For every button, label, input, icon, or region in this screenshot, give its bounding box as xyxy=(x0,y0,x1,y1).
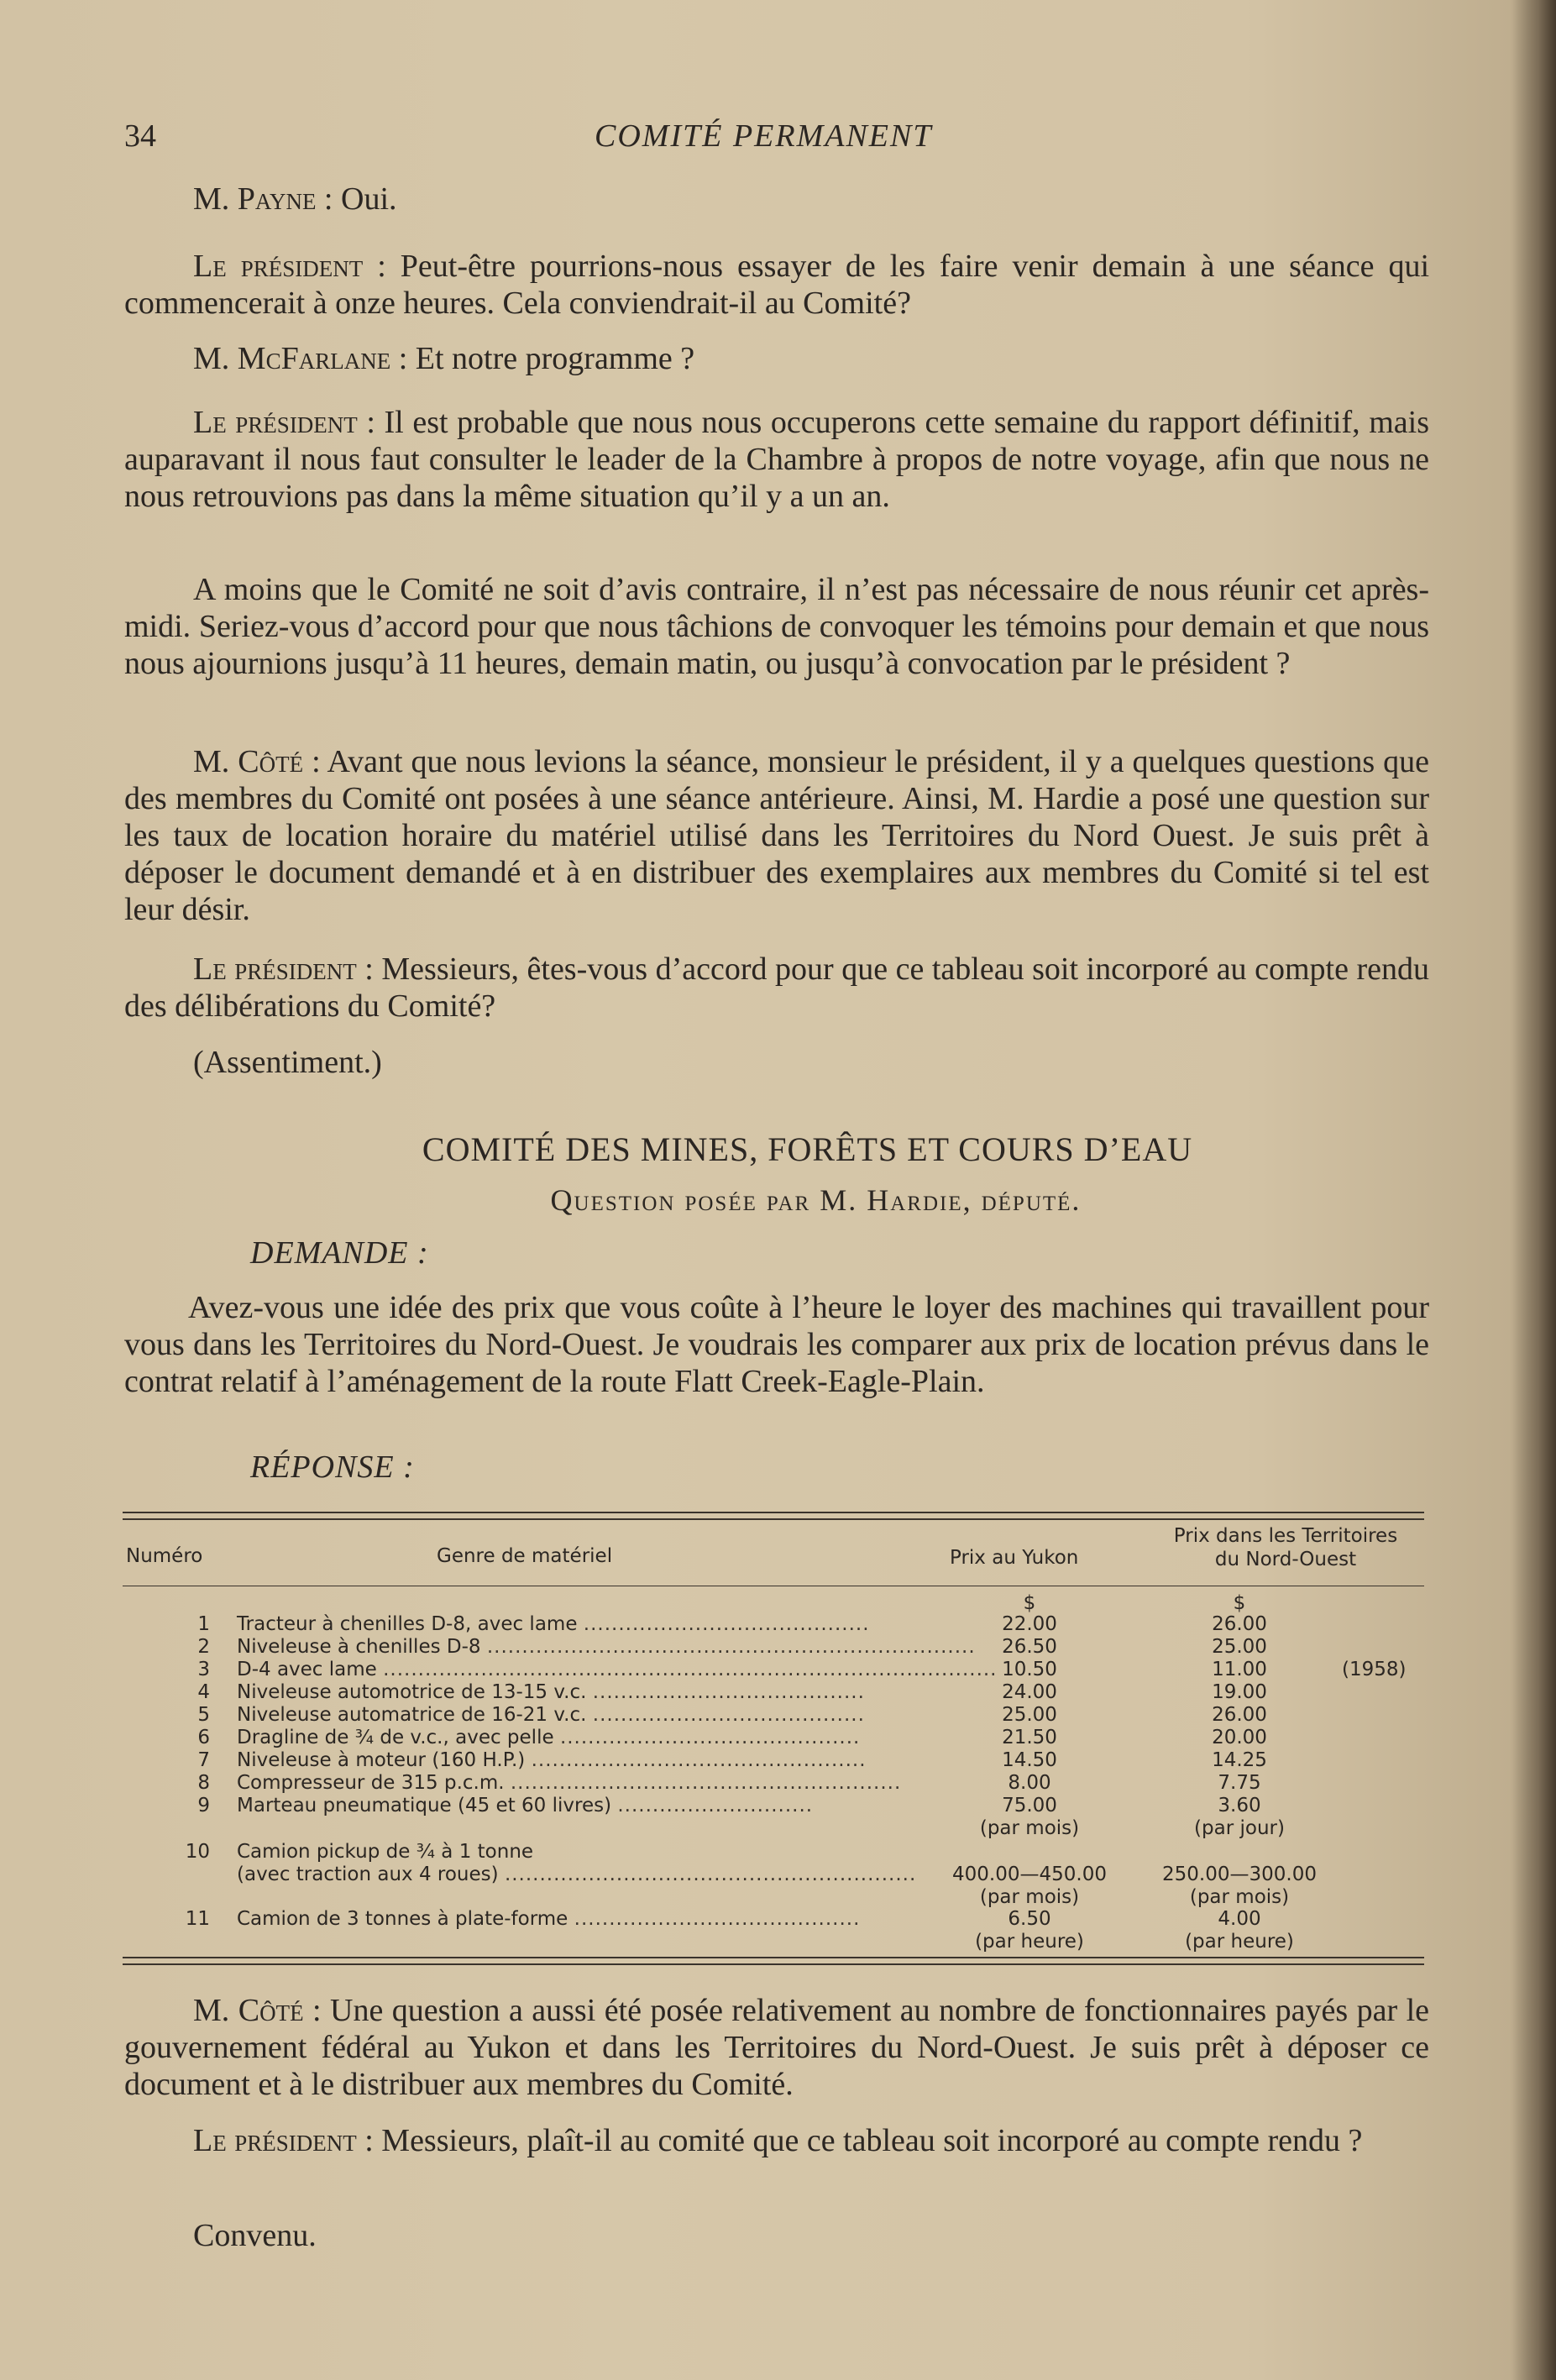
table-row-units xyxy=(123,1931,1424,1953)
speaker: Le président : xyxy=(193,405,375,440)
row-unit-nwt: (par jour) xyxy=(1194,1817,1285,1839)
currency-row xyxy=(123,1592,1424,1615)
speaker: Le président : xyxy=(193,951,374,987)
paragraph-mcfarlane xyxy=(124,340,1429,377)
table-bottom-rule-2 xyxy=(123,1963,1424,1965)
dot-leader: ........................................................................................ xyxy=(383,1659,998,1680)
row-equipment-label: Niveleuse à chenilles D-8 xyxy=(237,1636,481,1658)
row-price-nwt: 14.25 xyxy=(1212,1749,1267,1771)
row-unit-nwt: (par heure) xyxy=(1185,1931,1294,1953)
table-row-units xyxy=(123,1886,1424,1909)
paragraph-text: (Assentiment.) xyxy=(193,1045,382,1080)
table-row xyxy=(123,1795,1424,1817)
speaker: M. McFarlane : xyxy=(193,341,408,376)
table-row xyxy=(123,1636,1424,1659)
table-row xyxy=(123,1908,1424,1931)
row-equipment-label: Niveleuse à moteur (160 H.P.) xyxy=(237,1749,526,1771)
row-price-nwt: 20.00 xyxy=(1212,1727,1267,1748)
row-equipment-label: Marteau pneumatique (45 et 60 livres) xyxy=(237,1795,612,1816)
table-row xyxy=(123,1659,1424,1681)
row-equipment-label: Camion de 3 tonnes à plate-forme xyxy=(237,1908,568,1930)
row-price-nwt: 25.00 xyxy=(1212,1636,1267,1658)
row-equipment-label: (avec traction aux 4 roues) xyxy=(237,1864,499,1885)
row-unit-yukon: (par mois) xyxy=(979,1817,1080,1839)
row-equipment-label: Camion pickup de ¾ à 1 tonne xyxy=(237,1841,534,1863)
table-top-rule-2 xyxy=(123,1518,1424,1520)
reponse-label: RÉPONSE : xyxy=(250,1449,415,1485)
paragraph-assentiment xyxy=(124,1044,1429,1081)
row-number: 10 xyxy=(185,1841,210,1863)
col-header-nwt-line1: Prix dans les Territoires xyxy=(1173,1525,1398,1547)
row-equipment-label: Niveleuse automotrice de 13-15 v.c. xyxy=(237,1681,587,1703)
paragraph-text: A moins que le Comité ne soit d’avis contraire, il n’est pas nécessaire de nous réunir cet après-midi. Seriez-vous d’accord pour que nous tâchions de convoquer les témoins pour demain et que nous nous ajournions jusqu’à 11 heures, demain matin, ou jusqu’à convocation par le président ? xyxy=(124,572,1429,681)
table-bottom-rule-1 xyxy=(123,1957,1424,1958)
dot-leader: ........................................................ xyxy=(510,1772,902,1794)
paragraph-president-5 xyxy=(124,2122,1429,2159)
dot-leader: ....................................... xyxy=(592,1681,865,1703)
row-price-nwt: 3.60 xyxy=(1218,1795,1261,1816)
row-equipment-label: Tracteur à chenilles D-8, avec lame xyxy=(237,1613,578,1635)
row-price-yukon: 14.50 xyxy=(1002,1749,1057,1771)
row-number: 6 xyxy=(197,1727,210,1748)
paragraph-president-1 xyxy=(124,248,1429,322)
table-row xyxy=(123,1749,1424,1772)
row-unit-yukon: (par heure) xyxy=(975,1931,1084,1953)
paragraph-president-3 xyxy=(124,571,1429,682)
row-number: 5 xyxy=(197,1704,210,1726)
row-number: 7 xyxy=(197,1749,210,1771)
paragraph-text: Il est probable que nous nous occuperons cette semaine du rapport définitif, mais auparavant il nous faut consulter le leader de la Chambre à propos de notre voyage, afin que nous ne nous retrouvions pas dans la même situation qu’il y a un an. xyxy=(124,405,1429,514)
dot-leader: ...................................................................... xyxy=(486,1636,976,1658)
speaker: Le président : xyxy=(193,2123,374,2158)
table-row xyxy=(123,1681,1424,1704)
col-header-genre: Genre de matériel xyxy=(437,1545,613,1567)
row-price-nwt: 26.00 xyxy=(1212,1704,1267,1726)
row-price-nwt: 250.00—300.00 xyxy=(1162,1864,1317,1885)
table-row xyxy=(123,1613,1424,1636)
row-equipment-label: D-4 avec lame xyxy=(237,1659,377,1680)
speaker: M. Payne : xyxy=(193,181,333,217)
row-price-nwt: 19.00 xyxy=(1212,1681,1267,1703)
paragraph-text: Messieurs, plaît-il au comité que ce tableau soit incorporé au compte rendu ? xyxy=(381,2123,1363,2158)
speaker: M. Côté : xyxy=(193,744,321,779)
dot-leader: ......................................... xyxy=(583,1613,870,1635)
row-price-yukon: 21.50 xyxy=(1002,1727,1057,1748)
col-header-numero: Numéro xyxy=(126,1545,203,1567)
dot-leader: ....................................... xyxy=(592,1704,865,1726)
row-number: 11 xyxy=(185,1908,210,1930)
dot-leader: ............................ xyxy=(617,1795,814,1816)
row-number: 2 xyxy=(197,1636,210,1658)
speaker: Le président : xyxy=(193,249,386,284)
row-equipment-label: Compresseur de 315 p.c.m. xyxy=(237,1772,505,1794)
paragraph-text: Messieurs, êtes-vous d’accord pour que ce tableau soit incorporé au compte rendu des délibérations du Comité? xyxy=(124,951,1429,1024)
row-number: 4 xyxy=(197,1681,210,1703)
row-unit-nwt: (par mois) xyxy=(1189,1886,1290,1908)
paragraph-text: Et notre programme ? xyxy=(415,341,695,376)
table-row-continued xyxy=(123,1864,1424,1886)
table-row xyxy=(123,1704,1424,1727)
table-row xyxy=(123,1841,1424,1864)
row-price-yukon: 26.50 xyxy=(1002,1636,1057,1658)
row-price-yukon: 25.00 xyxy=(1002,1704,1057,1726)
row-equipment-label: Niveleuse automatrice de 16-21 v.c. xyxy=(237,1704,587,1726)
row-number: 1 xyxy=(197,1613,210,1635)
table-row xyxy=(123,1772,1424,1795)
section-title: COMITÉ DES MINES, FORÊTS ET COURS D’EAU xyxy=(422,1130,1193,1168)
paragraph-payne xyxy=(124,181,1429,218)
section-subtitle: Question posée par M. Hardie, député. xyxy=(550,1183,1082,1217)
row-price-yukon: 6.50 xyxy=(1008,1908,1051,1930)
row-price-yukon: 10.50 xyxy=(1002,1659,1057,1680)
demande-label: DEMANDE : xyxy=(250,1235,429,1271)
row-unit-yukon: (par mois) xyxy=(979,1886,1080,1908)
row-price-yukon: 400.00—450.00 xyxy=(952,1864,1107,1885)
row-price-yukon: 22.00 xyxy=(1002,1613,1057,1635)
row-price-yukon: 24.00 xyxy=(1002,1681,1057,1703)
paragraph-text: Peut-être pourrions-nous essayer de les faire venir demain à une séance qui commencerait à onze heures. Cela conviendrait-il au Comité? xyxy=(124,249,1429,321)
demande-text: Avez-vous une idée des prix que vous coûte à l’heure le loyer des machines qui travaillent pour vous dans les Territoires du Nord-Ouest. Je voudrais les comparer aux prix de location prévus dans le contrat relatif à l’aménagement de la route Flatt Creek-Eagle-Plain. xyxy=(124,1290,1429,1399)
dot-leader: ........................................................... xyxy=(504,1864,917,1885)
dot-leader: ......................................... xyxy=(574,1908,861,1930)
page-header xyxy=(124,118,1434,168)
row-note: (1958) xyxy=(1342,1659,1407,1680)
dot-leader: ................................................ xyxy=(531,1749,867,1771)
paragraph-text: Avant que nous levions la séance, monsieur le président, il y a quelques questions que des membres du Comité ont posées à une séance antérieure. Ainsi, M. Hardie a posé une question sur les taux de location horaire du matériel utilisé dans les Territoires du Nord Ouest. Je suis prêt à déposer le document demandé et à en distribuer des exemplaires aux membres du Comité si tel est leur désir. xyxy=(124,744,1429,927)
table-top-rule-1 xyxy=(123,1512,1424,1513)
paragraph-text: Convenu. xyxy=(193,2218,317,2253)
col-header-yukon: Prix au Yukon xyxy=(950,1547,1079,1569)
paragraph-text: Oui. xyxy=(341,181,397,217)
running-head: COMITÉ PERMANENT xyxy=(595,118,933,154)
row-number: 8 xyxy=(197,1772,210,1794)
row-price-nwt: 11.00 xyxy=(1212,1659,1267,1680)
speaker: M. Côté : xyxy=(193,1993,322,2028)
row-equipment-label: Dragline de ¾ de v.c., avec pelle xyxy=(237,1727,554,1748)
table-row-units xyxy=(123,1817,1424,1840)
dot-leader: ........................................... xyxy=(559,1727,861,1748)
paragraph-text: Une question a aussi été posée relativement au nombre de fonctionnaires payés par le gouvernement fédéral au Yukon et dans les Territoires du Nord-Ouest. Je suis prêt à déposer ce document et à le distribuer aux membres du Comité. xyxy=(124,1993,1429,2102)
table-row xyxy=(123,1727,1424,1749)
row-price-yukon: 75.00 xyxy=(1002,1795,1057,1816)
row-price-nwt: 7.75 xyxy=(1218,1772,1261,1794)
row-price-nwt: 4.00 xyxy=(1218,1908,1261,1930)
row-price-yukon: 8.00 xyxy=(1008,1772,1051,1794)
page-number: 34 xyxy=(124,118,156,154)
col-header-nwt-line2: du Nord-Ouest xyxy=(1214,1549,1357,1570)
row-number: 3 xyxy=(197,1659,210,1680)
paragraph-convenu xyxy=(124,2217,1429,2254)
currency-yukon: $ xyxy=(1023,1592,1036,1614)
paragraph-cote-2 xyxy=(124,1992,1429,2103)
currency-nwt: $ xyxy=(1233,1592,1246,1614)
paragraph-cote-1 xyxy=(124,743,1429,928)
paragraph-president-4 xyxy=(124,951,1429,1025)
paragraph-president-2 xyxy=(124,404,1429,515)
row-number: 9 xyxy=(197,1795,210,1816)
row-price-nwt: 26.00 xyxy=(1212,1613,1267,1635)
